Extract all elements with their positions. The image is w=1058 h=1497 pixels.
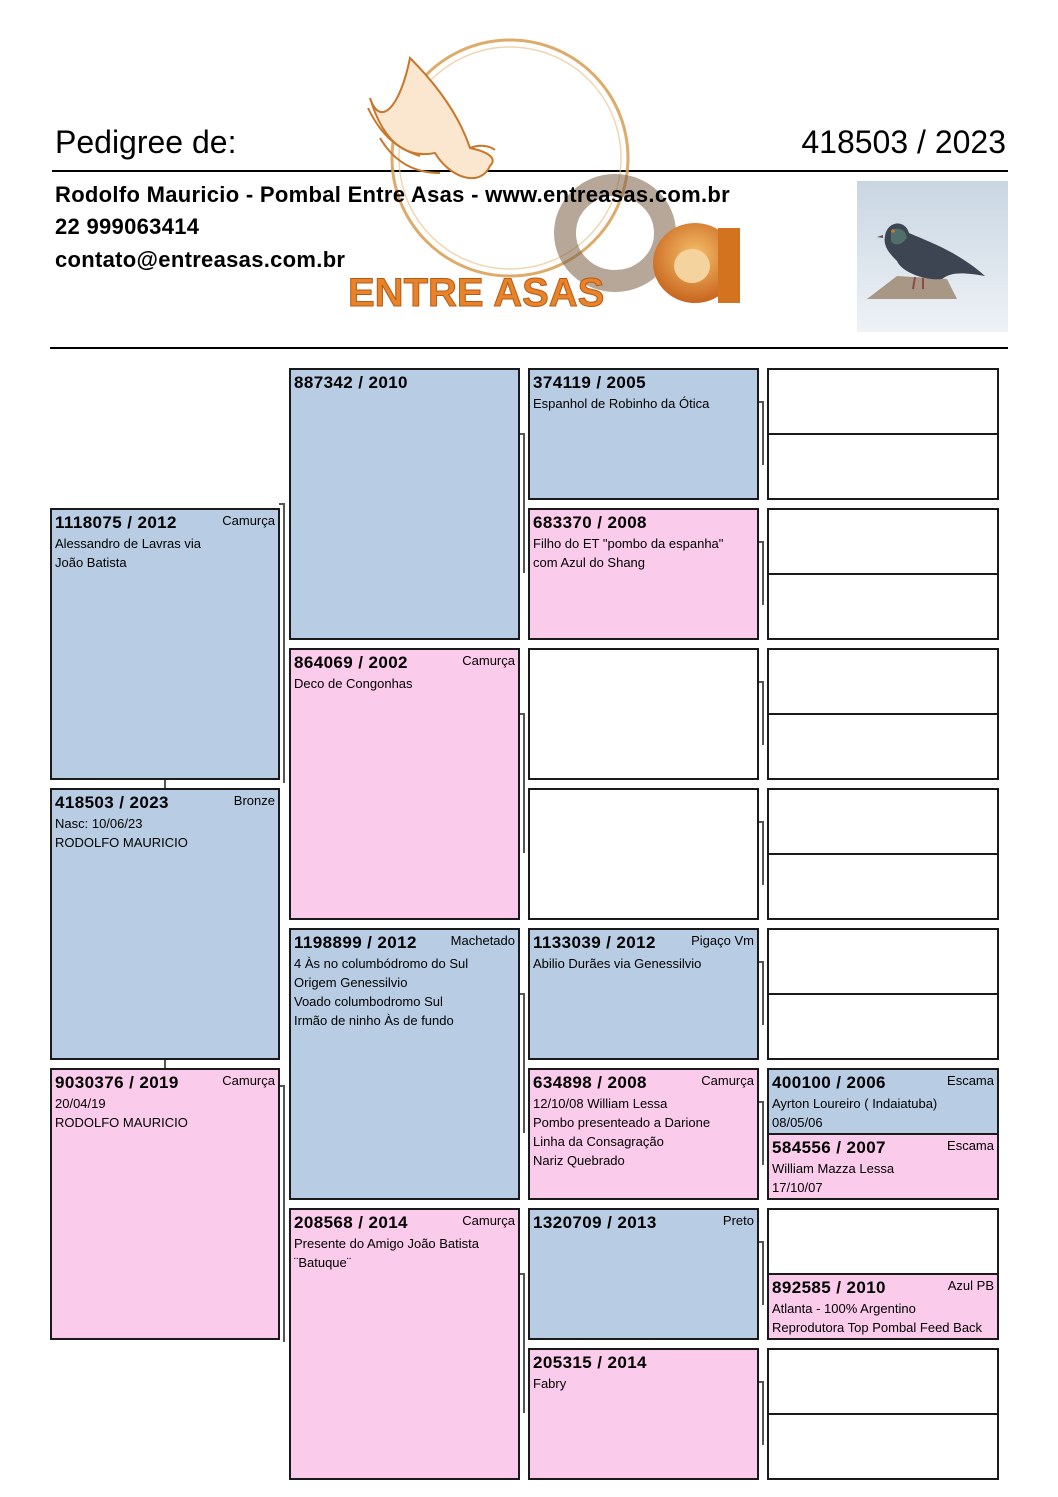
- pedigree-card-gen4-pair[interactable]: [767, 648, 999, 780]
- ring-number: 1118075 / 2012: [55, 513, 177, 532]
- bird-notes: Filho do ET "pombo da espanha" com Azul do Shang: [533, 536, 724, 570]
- bird-notes: Ayrton Loureiro ( Indaiatuba) 08/05/06: [772, 1096, 938, 1130]
- divider: [769, 853, 997, 855]
- ring-number: 864069 / 2002: [294, 653, 408, 672]
- bird-notes: William Mazza Lessa 17/10/07: [772, 1161, 895, 1195]
- ring-number: 9030376 / 2019: [55, 1073, 179, 1092]
- owner-email: contato@entreasas.com.br: [55, 247, 346, 272]
- divider: [769, 573, 997, 575]
- pedigree-card-sire-sire[interactable]: [289, 368, 520, 640]
- bird-notes: Alessandro de Lavras via João Batista: [55, 536, 201, 570]
- ring-number: 683370 / 2008: [533, 513, 647, 532]
- plumage-color: Camurça: [222, 513, 275, 528]
- connector-line: [762, 681, 764, 745]
- pedigree-card-gen4-pair[interactable]: [767, 788, 999, 920]
- pedigree-card-gen4[interactable]: [767, 1273, 999, 1340]
- plumage-color: Pigaço Vm: [691, 933, 754, 948]
- pedigree-card-gen3[interactable]: [528, 1348, 759, 1480]
- ring-number: 584556 / 2007: [772, 1138, 886, 1157]
- bird-notes: 20/04/19 RODOLFO MAURICIO: [55, 1096, 188, 1130]
- bird-notes: Atlanta - 100% Argentino Reprodutora Top Pombal Feed Back: [772, 1301, 983, 1335]
- ring-number: 374119 / 2005: [533, 373, 646, 392]
- ring-number: 205315 / 2014: [533, 1353, 647, 1372]
- ring-number: 887342 / 2010: [294, 373, 408, 392]
- pedigree-card-empty[interactable]: [528, 788, 759, 920]
- ring-number: 1320709 / 2013: [533, 1213, 657, 1232]
- bird-notes: Espanhol de Robinho da Ótica: [533, 396, 710, 411]
- connector-line: [523, 993, 525, 1133]
- pedigree-card-gen3[interactable]: [528, 928, 759, 1060]
- pedigree-card-gen4-pair[interactable]: [767, 928, 999, 1060]
- ring-number: 208568 / 2014: [294, 1213, 408, 1232]
- ring-number: 1198899 / 2012: [294, 933, 417, 952]
- plumage-color: Camurça: [462, 1213, 515, 1228]
- bird-notes: Presente do Amigo João Batista ¨Batuque¨: [294, 1236, 480, 1270]
- plumage-color: Camurça: [701, 1073, 754, 1088]
- ring-number: 634898 / 2008: [533, 1073, 647, 1092]
- divider: [769, 713, 997, 715]
- pedigree-card-gen3[interactable]: [528, 368, 759, 500]
- subject-ring-title: 418503 / 2023: [801, 124, 1006, 160]
- section-rule: [50, 347, 1008, 349]
- connector-line: [283, 503, 285, 783]
- connector-line: [762, 821, 764, 885]
- pedigree-card-dam[interactable]: [50, 1068, 280, 1340]
- entre-asas-logo: [340, 38, 760, 323]
- plumage-color: Escama: [947, 1138, 994, 1153]
- bird-notes: 12/10/08 William Lessa Pombo presenteado a Darione Linha da Consagração Nariz Quebrado: [533, 1096, 711, 1168]
- pedigree-card-sire[interactable]: [50, 508, 280, 780]
- owner-name: Rodolfo Mauricio - Pombal Entre Asas - www.entreasas.com.br: [55, 182, 730, 207]
- pedigree-card-subject[interactable]: [50, 788, 280, 1060]
- plumage-color: Camurça: [222, 1073, 275, 1088]
- connector-line: [762, 1101, 764, 1165]
- pedigree-card-gen3[interactable]: [528, 1208, 759, 1340]
- pedigree-card-dam-dam[interactable]: [289, 1208, 520, 1480]
- connector-line: [523, 713, 525, 853]
- connector-line: [523, 1273, 525, 1413]
- pedigree-card-empty[interactable]: [528, 648, 759, 780]
- connector-line: [762, 401, 764, 465]
- page-title: Pedigree de:: [55, 124, 237, 160]
- connector-line: [762, 961, 764, 1025]
- logo-wordmark: ENTRE ASAS: [348, 271, 605, 315]
- ring-number: 892585 / 2010: [772, 1278, 886, 1297]
- plumage-color: Bronze: [233, 793, 275, 808]
- pedigree-card-gen4-pair[interactable]: [767, 368, 999, 500]
- bird-notes: Fabry: [533, 1376, 567, 1391]
- owner-phone: 22 999063414: [55, 214, 200, 239]
- pedigree-card-gen4-pair[interactable]: [767, 508, 999, 640]
- ring-number: 400100 / 2006: [772, 1073, 886, 1092]
- connector-line: [762, 1381, 764, 1445]
- pedigree-card-gen3[interactable]: [528, 1068, 759, 1200]
- divider: [769, 1413, 997, 1415]
- pedigree-card-dam-sire[interactable]: [289, 928, 520, 1200]
- plumage-color: Azul PB: [947, 1278, 994, 1293]
- bird-notes: Deco de Congonhas: [294, 676, 413, 691]
- divider: [769, 993, 997, 995]
- connector-line: [762, 541, 764, 605]
- pedigree-card-gen4[interactable]: [767, 1133, 999, 1200]
- divider: [769, 433, 997, 435]
- ring-number: 418503 / 2023: [55, 793, 169, 812]
- connector-line: [523, 433, 525, 573]
- plumage-color: Camurça: [462, 653, 515, 668]
- connector-line: [762, 1241, 764, 1305]
- plumage-color: Escama: [947, 1073, 994, 1088]
- pedigree-card-sire-dam[interactable]: [289, 648, 520, 920]
- pedigree-card-gen4-pair[interactable]: [767, 1348, 999, 1480]
- pedigree-card-empty[interactable]: [767, 1208, 999, 1275]
- pigeon-photo: [857, 181, 1008, 332]
- bird-notes: 4 Às no columbódromo do Sul Origem Genessilvio Voado columbodromo Sul Irmão de ninho Às de fundo: [294, 956, 469, 1028]
- bird-notes: Abilio Durães via Genessilvio: [533, 956, 702, 971]
- ring-number: 1133039 / 2012: [533, 933, 656, 952]
- pedigree-card-gen3[interactable]: [528, 508, 759, 640]
- pedigree-card-gen4[interactable]: [767, 1068, 999, 1135]
- bird-notes: Nasc: 10/06/23 RODOLFO MAURICIO: [55, 816, 188, 850]
- plumage-color: Preto: [722, 1213, 754, 1228]
- connector-line: [283, 1085, 285, 1342]
- plumage-color: Machetado: [450, 933, 515, 948]
